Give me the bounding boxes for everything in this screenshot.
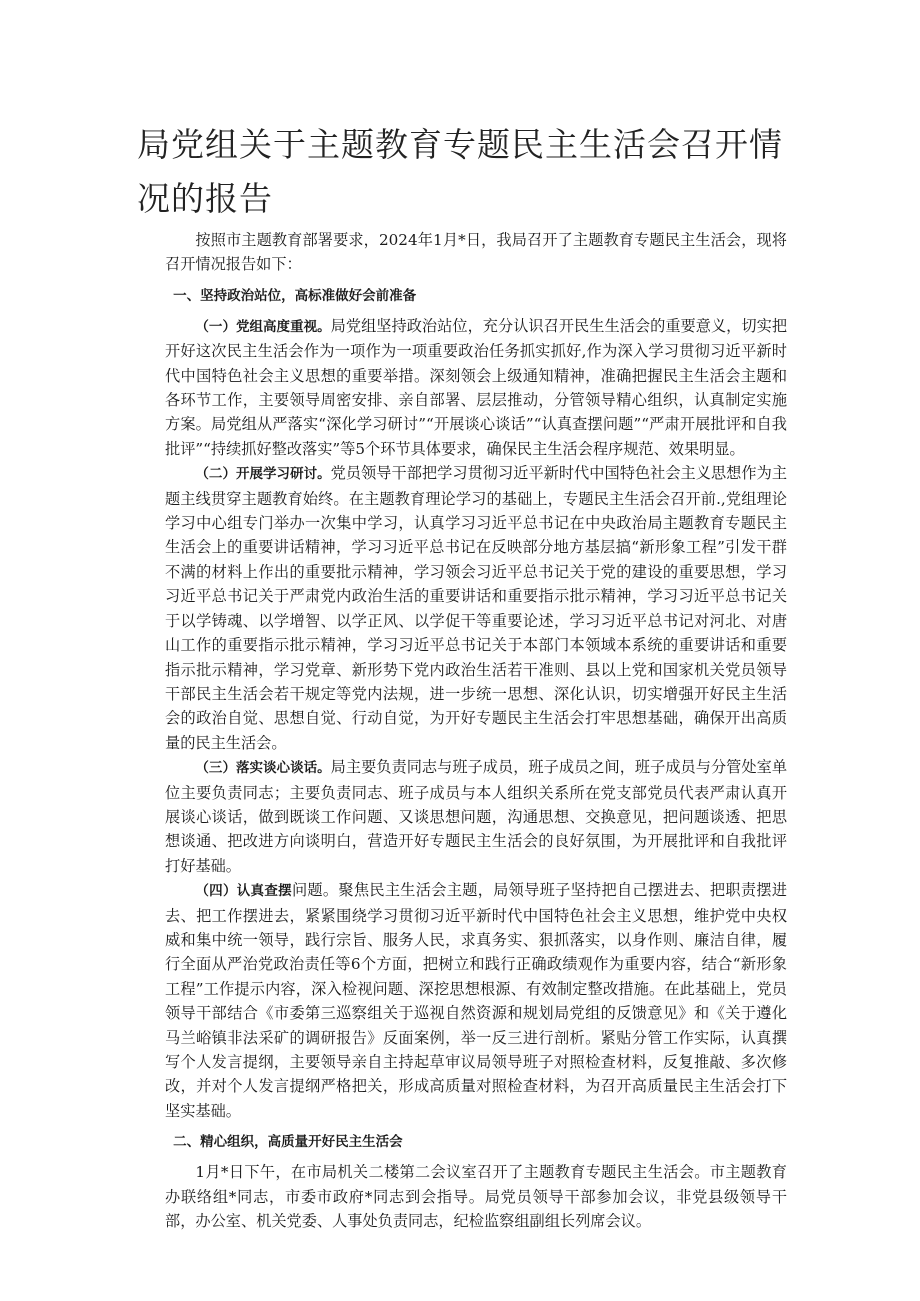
intro-paragraph: 按照市主题教育部署要求，2024年1月*日，我局召开了主题教育专题民主生活会，现将召开情况报告如下： [165, 231, 787, 274]
section-2-heading: 二、精心组织，高质量开好民主生活会 [173, 1134, 403, 1151]
subsection-2-lead: （二）开展学习研讨。 [195, 466, 331, 483]
subsection-4-lead: （四）认真查摆 [195, 883, 292, 900]
subsection-3-text: 局主要负责同志与班子成员，班子成员之间，班子成员与分管处室单位主要负责同志；主要负责同志、班子成员与本人组织关系所在党支部党员代表严肃认真开展谈心谈话，做到既谈工作问题、又谈思想问题，沟通思想、交换意见，把问题谈透、把思想谈通、把改进方向谈明白，营造开好专题民主生活会的良好氛围，为开展批评和自我批评打好基础。 [165, 758, 788, 875]
document-title: 局党组关于主题教育专题民主生活会召开情况的报告 [137, 125, 783, 218]
section-2-paragraph: 1月*日下午，在市局机关二楼第二会议室召开了主题教育专题民主生活会。市主题教育办联络组*同志，市委市政府*同志到会指导。局党员领导干部参加会议，非党县级领导干部，办公室、机关党委、人事处负责同志，纪检监察组副组长列席会议。 [165, 1163, 787, 1231]
subsection-2-text: 党员领导干部把学习贯彻习近平新时代中国特色社会主义思想作为主题主线贯穿主题教育始终。在主题教育理论学习的基础上，专题民主生活会召开前.,党组理论学习中心组专门举办一次集中学习，认真学习习近平总书记在中央政治局主题教育专题民主生活会上的重要讲话精神，学习习近平总书记在反映部分地方基层搞“新形象工程”引发干群不满的材料上作出的重要批示精神，学习领会习近平总书记关于党的建设的重要思想，学习习近平总书记关于严肃党内政治生活的重要讲话和重要指示批示精神，学习习近平总书记关于以学铸魂、以学增智、以学正风、以学促干等重要论述，学习习近平总书记对河北、对唐山工作的重要指示批示精神，学习习近平总书记关于本部门本领域本系统的重要讲话和重要指示批示精神，学习党章、新形势下党内政治生活若干准则、县以上党和国家机关党员领导干部民主生活会若干规定等党内法规，进一步统一思想、深化认识，切实增强开好民主生活会的政治自觉、思想自觉、行动自觉，为开好专题民主生活会打牢思想基础，确保开出高质量的民主生活会。 [165, 464, 788, 752]
subsection-2-paragraph [165, 461, 787, 755]
subsection-3-paragraph [165, 755, 787, 878]
section-1-heading: 一、坚持政治站位，高标准做好会前准备 [173, 287, 417, 304]
document-body [165, 228, 787, 1233]
subsection-4-paragraph [165, 878, 787, 1123]
subsection-1-text: 局党组坚持政治站位，充分认识召开民生生活会的重要意义，切实把开好这次民主生活会作为一项作为一项重要政治任务抓实抓好,作为深入学习贯彻习近平新时代中国特色社会主义思想的重要举措。深刻领会上级通知精神，准确把握民主生活会主题和各环节工作，主要领导周密安排、亲自部署、层层推动，分管领导精心组织，认真制定实施方案。局党组从严落实“深化学习研讨”“开展谈心谈话”“认真查摆问题”“严肃开展批评和自我批评”“持续抓好整改落实”等5个环节具体要求，确保民主生活会程序规范、效果明显。 [165, 316, 788, 458]
subsection-3-lead: （三）落实谈心谈话。 [195, 760, 331, 777]
subsection-1-paragraph [165, 314, 787, 461]
subsection-4-text: 问题。聚焦民主生活会主题，局领导班子坚持把自己摆进去、把职责摆进去、把工作摆进去，紧紧围绕学习贯彻习近平新时代中国特色社会主义思想，维护党中央权威和集中统一领导，践行宗旨、服务人民，求真务实、狠抓落实，以身作则、廉洁自律，履行全面从严治党政治责任等6个方面，把树立和践行正确政绩观作为重要内容，结合“新形象工程”工作提示内容，深入检视问题、深挖思想根源、有效制定整改措施。在此基础上，党员领导干部结合《市委第三巡察组关于巡视自然资源和规划局党组的反馈意见》和《关于遵化马兰峪镇非法采矿的调研报告》反面案例，举一反三进行剖析。紧贴分管工作实际，认真撰写个人发言提纲，主要领导亲自主持起草审议局领导班子对照检查材料，反复推敲、多次修改，并对个人发言提纲严格把关，形成高质量对照检查材料，为召开高质量民主生活会打下坚实基础。 [165, 881, 788, 1120]
subsection-1-lead: （一）党组高度重视。 [195, 318, 331, 335]
